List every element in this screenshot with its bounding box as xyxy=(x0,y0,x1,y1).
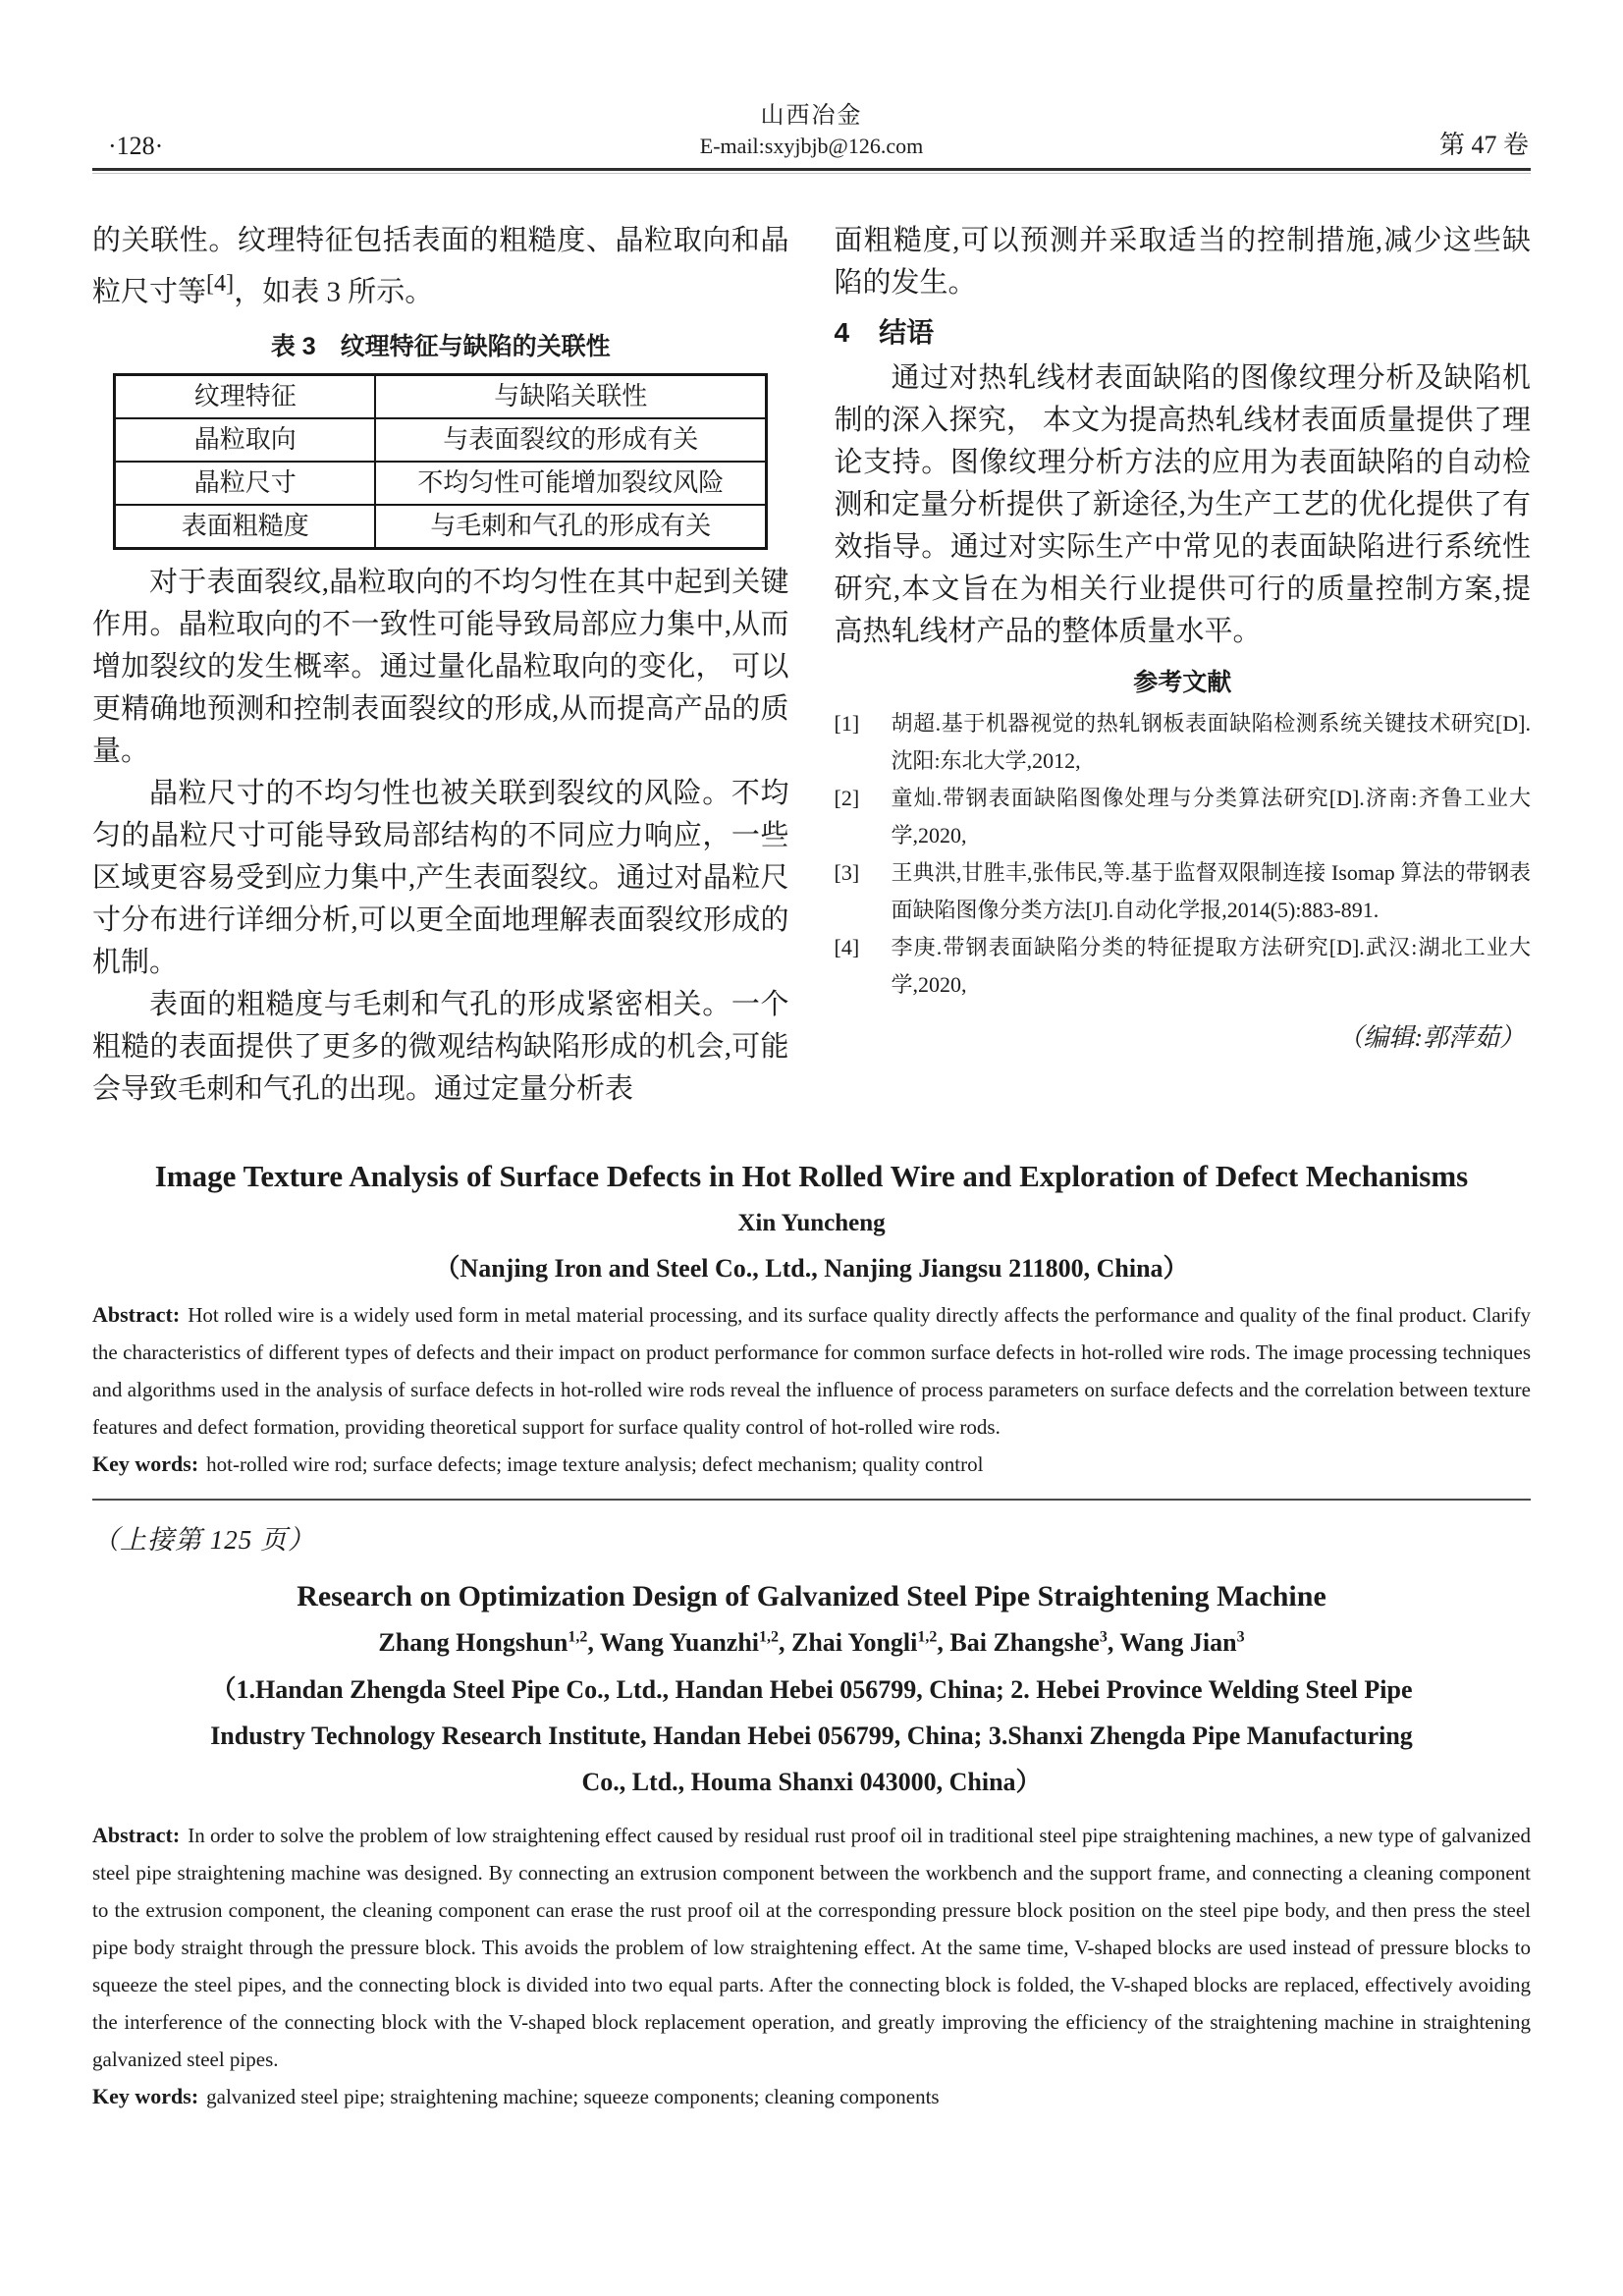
author-affiliation-superscript: 3 xyxy=(1236,1628,1245,1645)
author xyxy=(378,1628,599,1657)
conclusion-paragraph: 通过对热轧线材表面缺陷的图像纹理分析及缺陷机制的深入探究， 本文为提高热轧线材表面质量提供了理论支持。图像纹理分析方法的应用为表面缺陷的自动检测和定量分析提供了新途径,为生产工艺的优化提供了有效指导。通过对实际生产中常见的表面缺陷进行系统性研究,本文旨在为相关行业提供可行的质量控制方案,提高热轧线材产品的整体质量水平。 xyxy=(834,362,1531,647)
reference-item xyxy=(835,929,1532,1004)
table-row xyxy=(115,462,767,505)
right-column xyxy=(835,220,1532,1111)
affiliation-line: Co., Ltd., Houma Shanxi 043000, China） xyxy=(581,1767,1042,1796)
reference-text: 胡超.基于机器视觉的热轧钢板表面缺陷检测系统关键技术研究[D].沈阳:东北大学,2012, xyxy=(891,711,1531,773)
continued-from-note: （上接第 125 页） xyxy=(92,1524,315,1555)
reference-label: [1] xyxy=(834,711,860,736)
reference-label: [3] xyxy=(834,860,860,885)
page-number: ·128· xyxy=(108,132,164,160)
table-header-row xyxy=(115,374,767,418)
affiliation-line: （1.Handan Zhengda Steel Pipe Co., Ltd., Handan Hebei 056799, China; 2. Hebei Province Welding Steel Pipe xyxy=(210,1674,1413,1704)
abstract-paragraph xyxy=(92,1817,1531,2078)
table-cell: 晶粒取向 xyxy=(115,418,376,462)
reference-text: 王典洪,甘胜丰,张伟民,等.基于监督双限制连接 Isomap 算法的带钢表面缺陷图像分类方法[J].自动化学报,2014(5):883-891. xyxy=(891,860,1531,922)
author-name: Wang Jian xyxy=(1119,1627,1237,1657)
affiliation-line: Industry Technology Research Institute, Handan Hebei 056799, China; 3.Shanxi Zhengda Pipe Manufacturing xyxy=(210,1721,1413,1750)
author-separator: , xyxy=(937,1627,950,1657)
author-separator: , xyxy=(587,1627,600,1657)
author-name: Zhang Hongshun xyxy=(378,1627,568,1657)
page-header xyxy=(92,0,1531,161)
author-name: Xin Yuncheng xyxy=(737,1209,886,1236)
reference-item xyxy=(835,780,1532,854)
article-title-en: Research on Optimization Design of Galvanized Steel Pipe Straightening Machine xyxy=(297,1579,1326,1613)
table-header-cell: 与缺陷关联性 xyxy=(375,374,766,418)
editor-note: （编辑:郭萍茹） xyxy=(1337,1023,1525,1052)
author-affiliation-superscript: 1,2 xyxy=(568,1628,588,1645)
abstract-text: In order to solve the problem of low straightening effect caused by residual rust proof oil in traditional steel pipe straightening machines, a new type of galvanized steel pipe straightening machine was designed. By connecting an extrusion component between the workbench and the support frame, and connecting a cleaning component to the extrusion component, the cleaning component can erase the rust proof oil at the corresponding pressure block position on the steel pipe body, and then press the steel pipe body straight through the pressure block. This avoids the problem of low straightening effect. At the same time, V-shaped blocks are used instead of pressure blocks to squeeze the steel pipes, and the connecting block is divided into two equal parts. After the connecting block is folded, the V-shaped blocks are replaced, effectively avoiding the interference of the connecting block with the V-shaped block replacement operation, and greatly improving the efficiency of the straightening machine in straightening galvanized steel pipes. xyxy=(92,1823,1531,2071)
paragraph-text: 的关联性。纹理特征包括表面的粗糙度、晶粒取向和晶粒尺寸等 xyxy=(92,225,789,308)
author-affiliation-superscript: 1,2 xyxy=(917,1628,938,1645)
header-rule xyxy=(92,168,1531,171)
keywords-line xyxy=(92,1446,1531,1483)
paragraph-text: ，如表 3 所示。 xyxy=(234,276,434,308)
author xyxy=(949,1628,1119,1657)
author-separator: , xyxy=(1107,1627,1120,1657)
author-name: Wang Yuanzhi xyxy=(599,1627,759,1657)
english-abstract-article-1 xyxy=(92,1152,1531,1483)
paragraph: 晶粒尺寸的不均匀性也被关联到裂纹的风险。不均匀的晶粒尺寸可能导致局部结构的不同应力响应，一些区域更容易受到应力集中,产生表面裂纹。通过对晶粒尺寸分布进行详细分析,可以更全面地理解表面裂纹形成的机制。 xyxy=(92,777,789,978)
author-affiliation-superscript: 1,2 xyxy=(759,1628,779,1645)
keywords-text: galvanized steel pipe; straightening machine; squeeze components; cleaning components xyxy=(206,2084,940,2108)
abstract-label: Abstract: xyxy=(92,1301,181,1327)
reference-text: 李庚.带钢表面缺陷分类的特征提取方法研究[D].武汉:湖北工业大学,2020, xyxy=(891,935,1531,997)
references-heading: 参考文献 xyxy=(1133,669,1232,696)
section-heading xyxy=(835,311,1532,351)
reference-item xyxy=(835,705,1532,780)
affiliation-block xyxy=(92,1667,1531,1805)
keywords-label: Key words: xyxy=(92,2083,199,2108)
table-cell: 与表面裂纹的形成有关 xyxy=(375,418,766,462)
keywords-text: hot-rolled wire rod; surface defects; image texture analysis; defect mechanism; quality control xyxy=(206,1451,984,1476)
table-cell: 表面粗糙度 xyxy=(115,505,376,549)
author-list xyxy=(92,1628,1531,1658)
affiliation: （Nanjing Iron and Steel Co., Ltd., Nanjing Jiangsu 211800, China） xyxy=(434,1253,1189,1283)
table-cell: 晶粒尺寸 xyxy=(115,462,376,505)
left-column xyxy=(92,220,789,1111)
table-row xyxy=(115,505,767,549)
abstract-paragraph xyxy=(92,1296,1531,1446)
author xyxy=(600,1628,791,1657)
table-header-cell: 纹理特征 xyxy=(115,374,376,418)
table-cell: 与毛刺和气孔的形成有关 xyxy=(375,505,766,549)
reference-text: 童灿.带钢表面缺陷图像处理与分类算法研究[D].济南:齐鲁工业大学,2020, xyxy=(891,786,1531,847)
table-row xyxy=(115,418,767,462)
section-title: 结语 xyxy=(879,317,935,348)
chinese-article-body xyxy=(92,220,1531,1111)
article-title-en: Image Texture Analysis of Surface Defects in Hot Rolled Wire and Exploration of Defect Mechanisms xyxy=(154,1158,1469,1193)
author-name: Zhai Yongli xyxy=(791,1627,918,1657)
keywords-line xyxy=(92,2078,1531,2115)
citation-superscript: [4] xyxy=(206,270,235,297)
table-caption: 表 3 纹理特征与缺陷的关联性 xyxy=(270,332,611,360)
volume-number: 第 47 卷 xyxy=(1438,131,1529,159)
journal-name: 山西冶金 xyxy=(760,103,863,129)
reference-item xyxy=(835,854,1532,929)
reference-label: [4] xyxy=(834,935,860,959)
abstract-text: Hot rolled wire is a widely used form in metal material processing, and its surface quality directly affects the performance and quality of the final product. Clarify the characteristics of different types of defects and their impact on product performance for common surface defects in hot-rolled wire rods. The image processing techniques and algorithms used in the analysis of surface defects in hot-rolled wire rods reveal the influence of process parameters on surface defects and the correlation between texture features and defect formation, providing theoretical support for surface quality control of hot-rolled wire rods. xyxy=(92,1302,1531,1439)
keywords-label: Key words: xyxy=(92,1450,199,1476)
journal-masthead xyxy=(92,100,1531,161)
author xyxy=(791,1628,949,1657)
author-name: Bai Zhangshe xyxy=(949,1627,1100,1657)
paragraph: 对于表面裂纹,晶粒取向的不均匀性在其中起到关键作用。晶粒取向的不一致性可能导致局部应力集中,从而增加裂纹的发生概率。通过量化晶粒取向的变化， 可以更精确地预测和控制表面裂纹的形成,从而提高产品的质量。 xyxy=(92,566,789,767)
english-abstract-article-2 xyxy=(92,1518,1531,2115)
section-divider xyxy=(92,1499,1531,1501)
abstract-label: Abstract: xyxy=(92,1822,181,1847)
paragraph-continued xyxy=(92,220,789,314)
paragraph: 表面的粗糙度与毛刺和气孔的形成紧密相关。一个粗糙的表面提供了更多的微观结构缺陷形成的机会,可能会导致毛刺和气孔的出现。通过定量分析表 xyxy=(92,988,789,1105)
reference-label: [2] xyxy=(834,786,860,810)
paragraph-continued: 面粗糙度,可以预测并采取适当的控制措施,减少这些缺陷的发生。 xyxy=(834,225,1531,299)
author xyxy=(1119,1628,1244,1657)
author-separator: , xyxy=(779,1627,791,1657)
texture-defect-table xyxy=(113,373,768,550)
journal-email: E-mail:sxyjbjb@126.com xyxy=(699,134,924,158)
table-cell: 不均匀性可能增加裂纹风险 xyxy=(375,462,766,505)
header-rule-shadow xyxy=(92,173,1531,174)
section-number: 4 xyxy=(834,317,850,348)
author-affiliation-superscript: 3 xyxy=(1099,1628,1108,1645)
